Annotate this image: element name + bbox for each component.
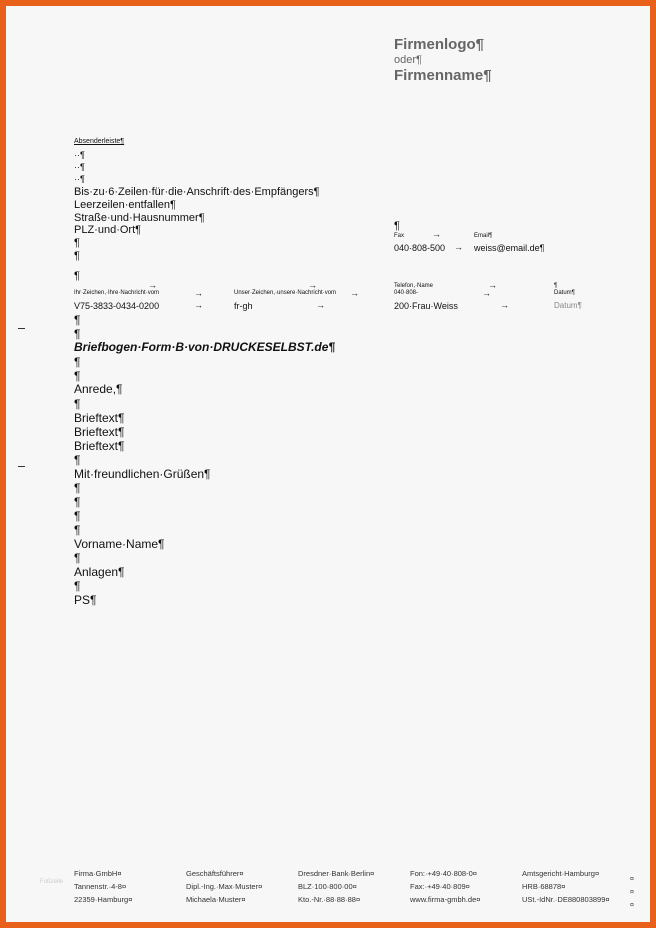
address-line: Bis·zu·6·Zeilen·für·die·Anschrift·des·Empfängers¶ [74,186,320,198]
footer-line: www.firma-gmbh.de¤ [410,895,481,904]
sender-line: Absenderleiste¶ [74,138,125,145]
signature-name: Vorname·Name¶ [74,537,165,551]
tab-arrow-icon: → [308,280,317,290]
salutation: Anrede,¶ [74,382,123,396]
empty-paragraph: ¶ [74,495,81,509]
empty-paragraph: ¶ [74,355,81,369]
footer-line: Dresdner·Bank·Berlin¤ [298,869,375,878]
letter-body-line: Brieftext¶ [74,411,125,425]
letter-body-line: Brieftext¶ [74,425,125,439]
date-label: Datum¶ [554,290,575,296]
empty-paragraph: ¶ [74,327,81,341]
tab-arrow-icon: → [316,300,325,310]
phone-label-number: 040·808- [394,290,419,296]
sender-mark: ··¶ [74,150,85,160]
footer-line: Dipl.-Ing.·Max·Muster¤ [186,882,263,891]
footer-line: 22359·Hamburg¤ [74,895,133,904]
empty-paragraph: ¶ [74,369,81,383]
tab-arrow-icon: → [432,229,441,239]
footer-management-column [186,867,262,906]
empty-paragraph: ¶ [74,509,81,523]
date-value: Datum¶ [554,301,582,310]
cell-end-mark: ¤ [630,876,634,883]
empty-paragraph: ¶ [74,579,81,593]
letter-body-line: Brieftext¶ [74,439,125,453]
footer-line: Kto.-Nr.·88·88·88¤ [298,895,361,904]
tab-arrow-icon: → [194,300,203,310]
attachments: Anlagen¶ [74,565,125,579]
empty-paragraph: ¶ [74,551,81,565]
our-reference-label: Unser·Zeichen,·unsere·Nachricht·vom [234,290,337,296]
your-reference-value: V75-3833-0434-0200 [74,301,160,311]
phone-name-label: Telefon,·Name [394,283,434,289]
footer-line: Amtsgericht·Hamburg¤ [522,869,600,878]
email-value: weiss@email.de¶ [474,243,545,253]
footer-company-column [74,867,132,906]
company-logo-placeholder: Firmenlogo¶ [394,36,485,53]
fax-label: Fax [394,233,405,239]
contact-pilcrow: ¶ [394,220,400,232]
cell-end-mark: ¤ [630,889,634,896]
tab-arrow-icon: → [194,288,203,298]
tab-arrow-icon: → [148,280,157,290]
cell-end-mark: ¤ [630,902,634,909]
postscript: PS¶ [74,593,97,607]
footer-line: Tannenstr.·4-8¤ [74,882,127,891]
footer-bank-column [298,867,374,906]
address-line: Leerzeilen·entfallen¶ [74,199,176,211]
address-line: ¶ [74,250,80,262]
your-reference-label: Ihr·Zeichen,·Ihre·Nachricht·vom [74,290,160,296]
footer-line: Michaela·Muster¤ [186,895,246,904]
footer-line: Fon:·+49·40·808-0¤ [410,869,477,878]
footer-line: HRB·68878¤ [522,882,566,891]
company-or-text: oder¶ [394,54,422,66]
address-line: Straße·und·Hausnummer¶ [74,212,205,224]
date-label-pilcrow: ¶ [554,283,558,289]
fold-mark [18,466,25,467]
phone-name-value: 200·Frau·Weiss [394,301,458,311]
footer-line: Fax:·+49·40·809¤ [410,882,470,891]
empty-paragraph: ¶ [74,453,81,467]
fax-value: 040·808-500 [394,243,446,253]
closing: Mit·freundlichen·Grüßen¶ [74,467,211,481]
tab-arrow-icon: → [350,288,359,298]
email-label: Email¶ [474,233,493,239]
address-line: PLZ·und·Ort¶ [74,224,142,236]
empty-paragraph: ¶ [74,523,81,537]
empty-paragraph: ¶ [74,397,81,411]
tab-arrow-icon: → [454,242,463,252]
sender-mark: ··¶ [74,174,85,184]
letter-subject: Briefbogen·Form·B·von·DRUCKESELBST.de¶ [74,340,336,354]
empty-paragraph: ¶ [74,313,81,327]
tab-arrow-icon: → [482,288,491,298]
address-line: ¶ [74,270,80,282]
tab-arrow-icon: → [488,280,497,290]
footer-end-marks [630,873,634,912]
company-name-placeholder: Firmenname¶ [394,67,492,84]
letter-page [6,6,650,922]
footer-ghost-label: Fußzeile [40,879,64,885]
footer-line: Geschäftsführer¤ [186,869,244,878]
address-line: ¶ [74,237,80,249]
empty-paragraph: ¶ [74,481,81,495]
sender-mark: ··¶ [74,162,85,172]
footer-line: BLZ·100·800·00¤ [298,882,357,891]
tab-arrow-icon: → [500,300,509,310]
footer-registry-column [522,867,610,906]
footer-contact-column [410,867,480,906]
footer-line: Firma·GmbH¤ [74,869,122,878]
fold-mark [18,328,25,329]
footer-line: USt.-IdNr.·DE880803899¤ [522,895,610,904]
our-reference-value: fr-gh [234,301,253,311]
